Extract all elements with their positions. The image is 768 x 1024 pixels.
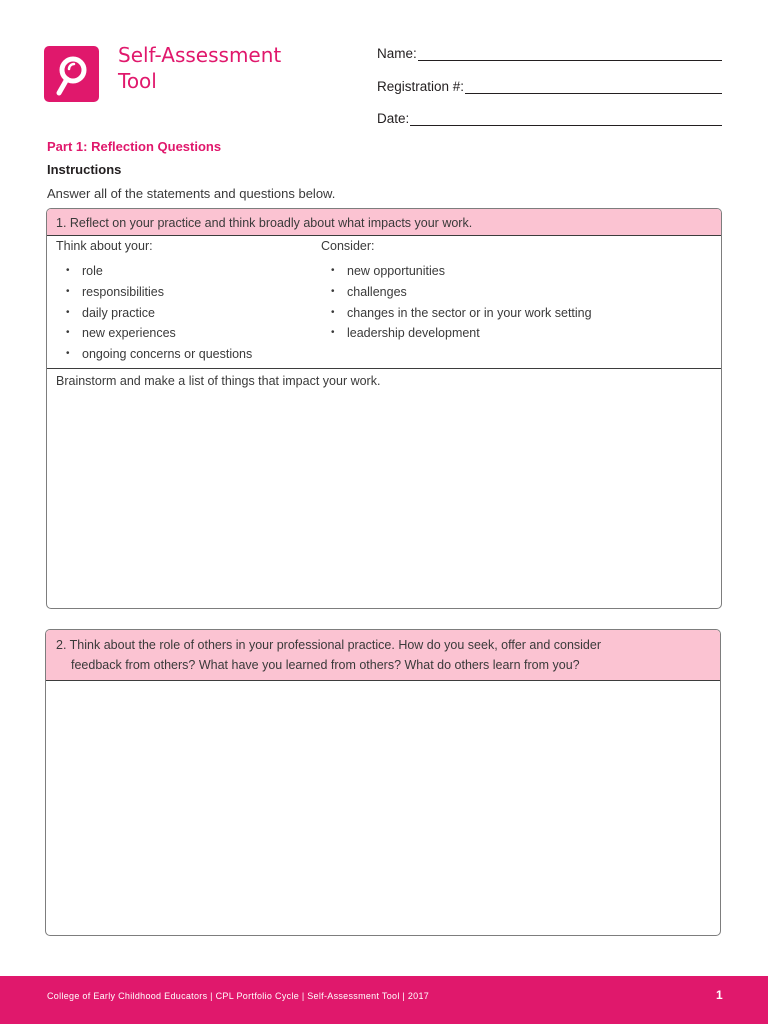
footer bbox=[0, 976, 768, 1024]
instructions-text: Answer all of the statements and questions below. bbox=[47, 186, 336, 201]
list-item: • role bbox=[56, 261, 252, 282]
footer-text: College of Early Childhood Educators | CPL Portfolio Cycle | Self-Assessment Tool | 2017 bbox=[47, 991, 430, 1001]
question-2-answer-area[interactable] bbox=[46, 681, 720, 933]
list-item: • new experiences bbox=[56, 323, 252, 344]
document-title bbox=[118, 42, 338, 94]
list-item: • responsibilities bbox=[56, 282, 252, 303]
date-label: Date: bbox=[377, 111, 410, 126]
app-logo bbox=[44, 46, 99, 102]
question-1-prompt: 1. Reflect on your practice and think broadly about what impacts your work. bbox=[47, 209, 721, 236]
title-line-1: Self-Assessment bbox=[118, 43, 282, 67]
page-number: 1 bbox=[716, 988, 723, 1002]
consider-heading: Consider: bbox=[321, 239, 375, 253]
consider-column bbox=[321, 239, 592, 344]
think-about-list bbox=[56, 261, 252, 365]
registration-field[interactable] bbox=[377, 74, 722, 94]
question-2-prompt bbox=[46, 630, 720, 681]
registration-line[interactable] bbox=[465, 79, 722, 94]
question-2-prompt-line-2: feedback from others? What have you learned from others? What do others learn from you? bbox=[71, 658, 580, 672]
consider-list bbox=[321, 261, 592, 344]
brainstorm-prompt: Brainstorm and make a list of things that impact your work. bbox=[56, 374, 381, 388]
brainstorm-answer-area[interactable] bbox=[47, 369, 721, 393]
list-item: • challenges bbox=[321, 282, 592, 303]
question-1-guidance bbox=[47, 236, 721, 369]
question-1-box bbox=[46, 208, 722, 609]
question-2-box bbox=[45, 629, 721, 936]
date-line[interactable] bbox=[410, 111, 722, 126]
date-field[interactable] bbox=[377, 106, 722, 126]
title-line-2: Tool bbox=[118, 69, 157, 93]
list-item: • ongoing concerns or questions bbox=[56, 344, 252, 365]
list-item: • changes in the sector or in your work setting bbox=[321, 303, 592, 324]
list-item: • daily practice bbox=[56, 303, 252, 324]
name-line[interactable] bbox=[418, 46, 722, 61]
list-item: • leadership development bbox=[321, 323, 592, 344]
list-item: • new opportunities bbox=[321, 261, 592, 282]
think-about-column bbox=[56, 239, 252, 365]
instructions-heading: Instructions bbox=[47, 162, 122, 177]
question-2-prompt-line-1: 2. Think about the role of others in your professional practice. How do you seek, offer and consider bbox=[56, 638, 601, 652]
think-about-heading: Think about your: bbox=[56, 239, 153, 253]
name-label: Name: bbox=[377, 46, 417, 61]
name-field[interactable] bbox=[377, 41, 722, 61]
part-title: Part 1: Reflection Questions bbox=[47, 139, 222, 154]
magnifier-icon bbox=[44, 46, 99, 102]
registration-label: Registration #: bbox=[377, 79, 465, 94]
